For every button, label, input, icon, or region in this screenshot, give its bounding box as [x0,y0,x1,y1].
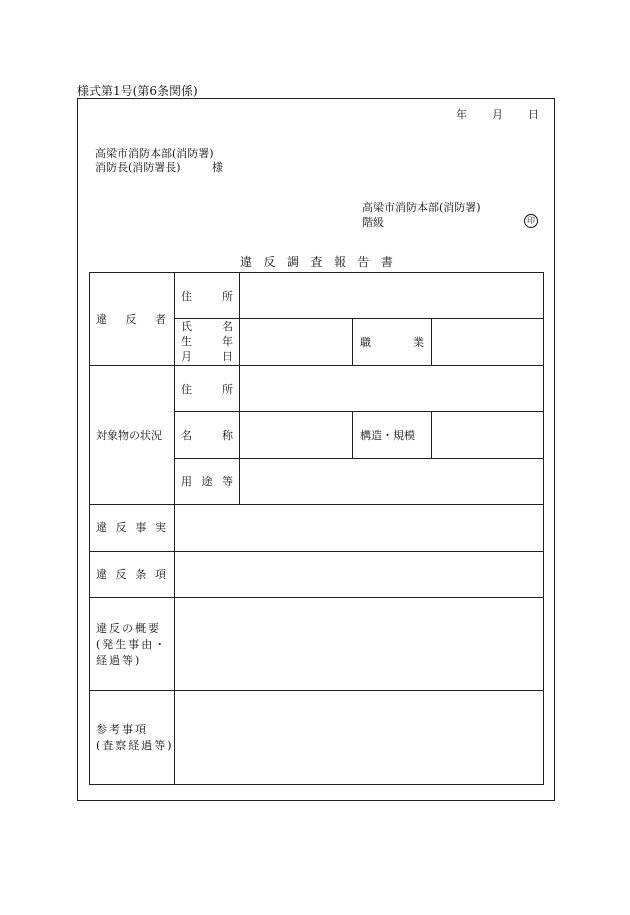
date-day-label: 日 [528,108,539,121]
addressee-line1: 高梁市消防本部(消防署) [95,147,214,160]
reference-line: (査察経過等) [96,739,174,752]
target-usage-label [181,475,233,488]
violation-clauses-label [96,568,166,581]
outline-line: 経過等) [96,654,142,667]
target-address-char: 住 [181,383,192,396]
reference-line: 参考事項 [96,723,148,736]
clauses-char: 反 [115,568,127,581]
target-address-label [181,383,233,396]
target-address-char: 所 [222,383,233,396]
target-name-label [181,429,233,442]
target-structure-label: 構造・規模 [360,429,415,442]
addressee-honorific: 様 [212,161,223,174]
reference-label [96,723,174,755]
seal-icon: 印 [524,214,538,228]
outline-line: (発生事由・ [96,638,168,651]
facts-char: 反 [115,521,127,534]
violator-label-char: 反 [125,313,137,326]
violation-facts-label [96,521,166,534]
clauses-char: 違 [96,568,107,581]
clauses-char: 条 [135,568,147,581]
violation-outline-label [96,622,170,670]
name-birth-line: 生 年 [181,335,233,348]
target-usage-char: 用 [181,475,192,488]
target-usage-char: 等 [222,475,233,488]
violator-address-char: 住 [181,290,192,303]
title-char: 告 [357,255,370,269]
title-char: 調 [286,255,299,269]
title-char: 反 [263,255,276,269]
date-year-label: 年 [456,108,467,121]
violator-address-char: 所 [222,290,233,303]
form-frame [77,98,555,801]
violator-label-char: 違 [96,313,107,326]
violator-label-char: 者 [155,313,166,326]
title-char: 書 [380,255,393,269]
violator-occupation-char: 業 [413,336,424,349]
violator-label [96,313,166,326]
name-birth-line: 月 日 [181,350,233,363]
reporter-line1: 高梁市消防本部(消防署) [362,201,481,214]
title-char: 違 [240,255,253,269]
title-char: 査 [310,255,323,269]
reporter-rank: 階級 [362,216,384,229]
target-label: 対象物の状況 [96,429,162,442]
title-char: 報 [333,255,346,269]
date-month-label: 月 [492,108,503,121]
target-name-char: 称 [222,429,233,442]
name-birth-line: 氏 名 [181,320,233,333]
outline-line: 違反の概要 [96,622,161,635]
facts-char: 事 [135,521,147,534]
document-title [240,255,393,269]
target-name-char: 名 [181,429,192,442]
facts-char: 違 [96,521,107,534]
target-usage-char: 途 [201,475,213,488]
violator-occupation-label [360,336,424,349]
form-number: 様式第1号(第6条関係) [77,84,198,98]
violator-name-birth-label [181,320,233,363]
violator-address-label [181,290,233,303]
addressee-line2: 消防長(消防署長) [95,161,181,174]
facts-char: 実 [154,521,166,534]
violator-occupation-char: 職 [360,336,371,349]
clauses-char: 項 [154,568,166,581]
